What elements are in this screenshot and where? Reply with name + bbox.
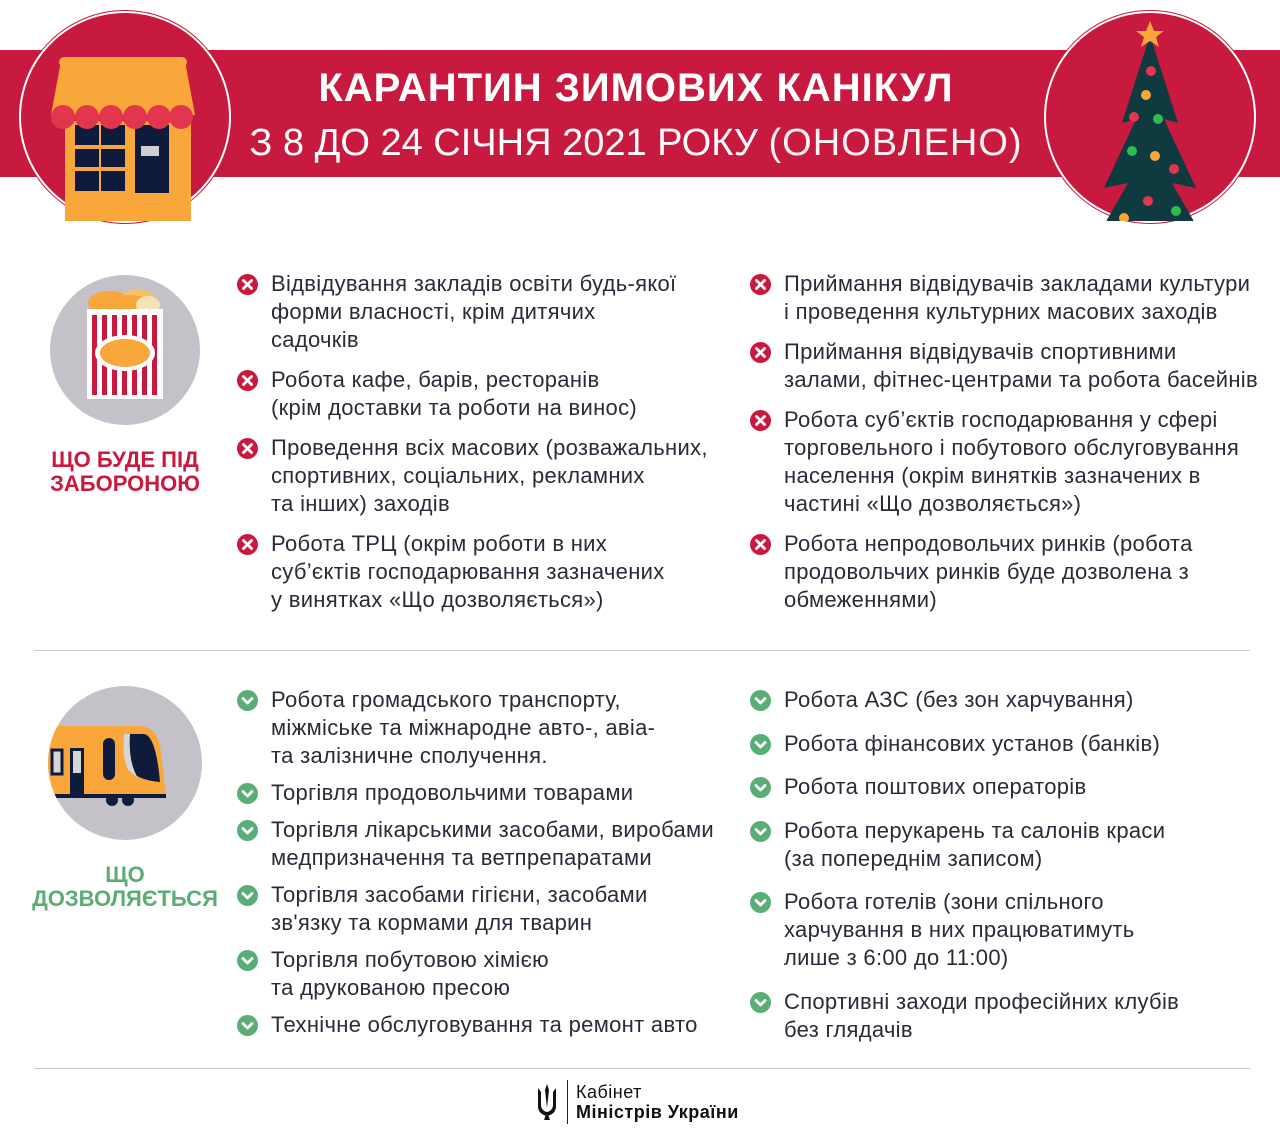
list-item-text: Спортивні заходи професійних клубів без глядачів: [784, 988, 1180, 1042]
list-item: [750, 988, 1270, 1044]
x-circle-icon: [237, 438, 258, 459]
footer-line1: Кабінет: [576, 1082, 642, 1102]
list-item-text: Робота перукарень та салонів краси (за попереднім записом): [784, 817, 1166, 871]
check-circle-icon: [750, 892, 771, 913]
check-circle-icon: [750, 690, 771, 711]
list-item-text: Робота громадського транспорту, міжміське та міжнародне авто-, авіа- та залізничне сполучення.: [271, 687, 656, 768]
list-item: [237, 434, 717, 518]
christmas-tree-icon: [1044, 11, 1256, 223]
list-item: [750, 888, 1270, 972]
list-item: [237, 686, 717, 770]
list-item: [237, 881, 717, 937]
check-circle-icon: [750, 992, 771, 1013]
allowed-list-left: [237, 686, 717, 1039]
list-item-text: Приймання відвідувачів спортивними залами, фітнес-центрами та робота басейнів: [784, 339, 1258, 392]
prohibited-label: ЩО БУДЕ ПІД ЗАБОРОНОЮ: [50, 447, 200, 496]
list-item-text: Приймання відвідувачів закладами культури і проведення культурних масових заходів: [784, 271, 1251, 324]
list-item: [750, 730, 1270, 758]
list-item-text: Робота непродовольчих ринків (робота продовольчих ринків буде дозволена з обмеженнями): [784, 531, 1193, 612]
prohibited-list-right: [750, 270, 1270, 614]
list-item: [237, 816, 717, 872]
trident-icon: [535, 1082, 559, 1122]
list-item: [750, 406, 1270, 518]
shop-icon: [19, 11, 231, 223]
list-item: [750, 686, 1270, 714]
list-item-text: Торгівля побутовою хімією та друкованою пресою: [271, 947, 549, 1000]
list-item: [750, 530, 1270, 614]
list-item-text: Технічне обслуговування та ремонт авто: [271, 1012, 698, 1037]
allowed-label: ЩО ДОЗВОЛЯЄТЬСЯ: [32, 862, 218, 911]
page-title: КАРАНТИН ЗИМОВИХ КАНІКУЛ: [318, 66, 954, 110]
check-circle-icon: [237, 820, 258, 841]
check-circle-icon: [750, 821, 771, 842]
list-item: [237, 530, 717, 614]
date-range: З 8 ДО 24 СІЧНЯ 2021 РОКУ: [249, 122, 758, 164]
list-item: [750, 817, 1270, 873]
check-circle-icon: [237, 1015, 258, 1036]
list-item: [237, 779, 717, 807]
list-item-text: Робота АЗС (без зон харчування): [784, 687, 1134, 712]
popcorn-icon: [50, 275, 200, 425]
list-item-text: Робота готелів (зони спільного харчування в них працюватимуть лише з 6:00 до 11:00): [784, 889, 1135, 970]
list-item: [750, 338, 1270, 394]
x-circle-icon: [750, 342, 771, 363]
train-icon: [48, 686, 202, 840]
list-item-text: Робота фінансових установ (банків): [784, 730, 1161, 756]
page-subtitle: [236, 122, 1036, 165]
list-item-text: Торгівля лікарськими засобами, виробами медпризначення та ветпрепаратами: [271, 817, 715, 870]
list-item-text: Торгівля продовольчими товарами: [271, 780, 634, 805]
list-item: [237, 1011, 717, 1039]
x-circle-icon: [750, 534, 771, 555]
list-item: [237, 270, 717, 354]
section-divider: [34, 650, 1250, 651]
x-circle-icon: [750, 410, 771, 431]
check-circle-icon: [750, 777, 771, 798]
list-item-text: Робота суб’єктів господарювання у сфері торговельного і побутового обслуговування населення (окрім винятків зазначених в частині «Що дозволяється»): [784, 407, 1240, 516]
list-item: [750, 270, 1270, 326]
updated-note: (ОНОВЛЕНО): [768, 122, 1023, 164]
x-circle-icon: [237, 370, 258, 391]
list-item-text: Робота ТРЦ (окрім роботи в них суб’єктів господарювання зазначених у винятках «Що дозволяється»): [271, 531, 665, 612]
list-item: [237, 366, 717, 422]
x-circle-icon: [750, 274, 771, 295]
x-circle-icon: [237, 534, 258, 555]
prohibited-list-left: [237, 270, 717, 614]
list-item: [237, 946, 717, 1002]
footer-line2: Міністрів України: [576, 1102, 739, 1122]
list-item-text: Проведення всіх масових (розважальних, спортивних, соціальних, рекламних та інших) заходів: [271, 435, 708, 516]
list-item-text: Відвідування закладів освіти будь-якої форми власності, крім дитячих садочків: [271, 271, 677, 352]
list-item-text: Робота кафе, барів, ресторанів (крім доставки та роботи на винос): [271, 367, 638, 420]
footer-separator: [567, 1080, 568, 1124]
footer-logo: [535, 1080, 739, 1124]
footer-divider: [34, 1068, 1250, 1069]
list-item: [750, 773, 1270, 801]
list-item-text: Робота поштових операторів: [784, 774, 1087, 799]
x-circle-icon: [237, 274, 258, 295]
check-circle-icon: [237, 885, 258, 906]
list-item-text: Торгівля засобами гігієни, засобами зв'язку та кормами для тварин: [271, 882, 648, 935]
allowed-list-right: [750, 686, 1270, 1044]
check-circle-icon: [237, 950, 258, 971]
check-circle-icon: [237, 783, 258, 804]
check-circle-icon: [237, 690, 258, 711]
check-circle-icon: [750, 734, 771, 755]
